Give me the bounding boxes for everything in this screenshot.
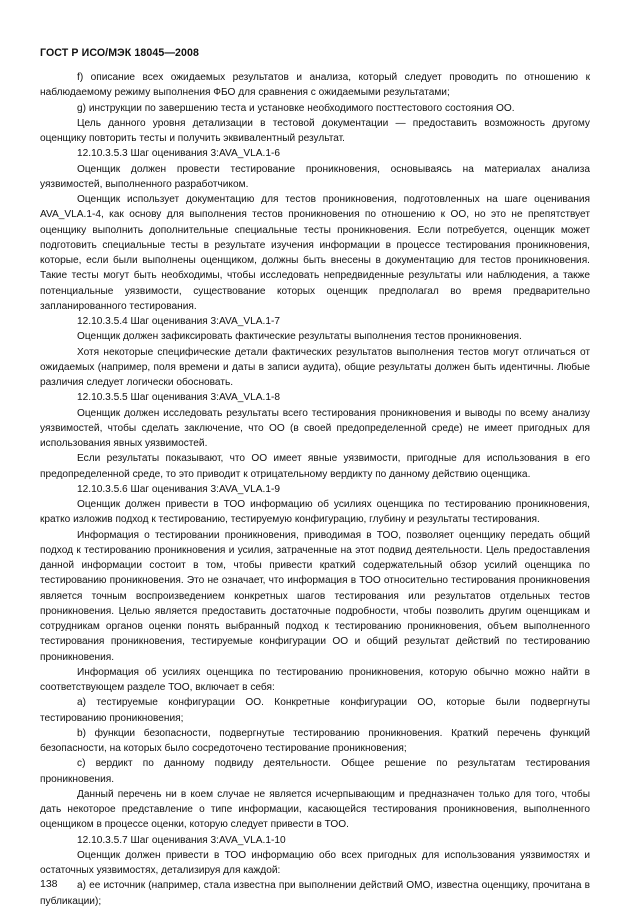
- section-heading-12-10-3-5-6: 12.10.3.5.6 Шаг оценивания 3:AVA_VLA.1-9: [77, 483, 280, 495]
- paragraph: Оценщик должен зафиксировать фактические результаты выполнения тестов проникновения.: [77, 331, 522, 343]
- section-heading-12-10-3-5-7: 12.10.3.5.7 Шаг оценивания 3:AVA_VLA.1-10: [77, 834, 286, 846]
- paragraph: Хотя некоторые специфические детали фактических результатов выполнения тестов могут отличаться от ожидаемых (например, поля времени и даты в записи аудита), общие результаты должен быть идентичны. Любые различия следует логически обосновать.: [40, 346, 590, 388]
- paragraph: Оценщик должен исследовать результаты всего тестирования проникновения и выводы по всему анализу уязвимостей, чтобы сделать заключение, что ОО (в своей предопределенной среде) не имеет пригодных для использования явных уязвимостей.: [40, 407, 590, 449]
- paragraph: Оценщик должен привести в ТОО информацию обо всех пригодных для использования уязвимостях и остаточных уязвимостях, детализируя для каждой:: [40, 849, 590, 876]
- page-number: 138: [40, 878, 58, 890]
- paragraph: Оценщик должен провести тестирование проникновения, основываясь на материалах анализа уязвимостей, выполненного разработчиком.: [40, 163, 590, 190]
- paragraph: Информация о тестировании проникновения, приводимая в ТОО, позволяет оценщику передать общий подход к тестированию проникновения и усилия, затраченные на этот подвид деятельности. Цель предоставления данной информации состоит в том, чтобы привести краткий содержательный обзор усилий оценщика по тестированию проникновения. Это не означает, что информация в ТОО относительно тестирования проникновения является точным воспроизведением конкретных шагов тестирования или результатов отдельных тестов проникновения. Целью является предоставить достаточные подробности, чтобы позволить другим оценщикам и сотрудникам органов оценки понять выбранный подход к тестированию проникновения, объем выполненного тестирования проникновения, тестируемые конфигурации ОО и общий результат действий по тестированию проникновения.: [40, 529, 590, 663]
- paragraph: Оценщик использует документацию для тестов проникновения, подготовленных на шаге оценивания AVA_VLA.1-4, как основу для выполнения тестов проникновения по отношению к ОО, но это не препятствует оценщику выполнить дополнительные специальные тесты проникновения. Если потребуется, оценщик может подготовить специальные тесты в результате изучения информации в процессе тестирования проникновения, которые, если были выполнены оценщиком, должны быть внесены в документацию для тестов проникновения. Такие тесты могут быть необходимы, чтобы исследовать непредвиденные результаты или наблюдения, а также потенциальные уязвимости, существование которых оценщик предполагал во время предварительно запланированного тестирования.: [40, 194, 590, 312]
- paragraph: Данный перечень ни в коем случае не является исчерпывающим и предназначен только для того, чтобы дать некоторое представление о типе информации, касающейся тестирования проникновения, выполненного оценщиком в процессе оценки, которую следует привести в ТОО.: [40, 788, 590, 831]
- paragraph: Информация об усилиях оценщика по тестированию проникновения, которую обычно можно найти в соответствующем разделе ТОО, включает в себя:: [40, 666, 590, 693]
- list-item-c: c) вердикт по данному подвиду деятельности. Общее решение по результатам тестирования проникновения.: [40, 758, 590, 785]
- list-item-a: a) тестируемые конфигурации ОО. Конкретные конфигурации ОО, которые были подвергнуты тестированию проникновения;: [40, 697, 590, 724]
- section-heading-12-10-3-5-3: 12.10.3.5.3 Шаг оценивания 3:AVA_VLA.1-6: [77, 148, 280, 160]
- paragraph: Если результаты показывают, что ОО имеет явные уязвимости, пригодные для использования в его предопределенной среде, то это приводит к отрицательному вердикту по данному действию оценщика.: [40, 453, 590, 480]
- paragraph: Оценщик должен привести в ТОО информацию об усилиях оценщика по тестированию проникновения, кратко изложив подход к тестированию, тестируемую конфигурацию, глубину и результаты тестирования.: [40, 499, 590, 526]
- list-item-f: f) описание всех ожидаемых результатов и анализа, который следует проводить по отношению к наблюдаемому режиму выполнения ФБО для сравнения с ожидаемыми результатами;: [40, 72, 590, 99]
- section-heading-12-10-3-5-5: 12.10.3.5.5 Шаг оценивания 3:AVA_VLA.1-8: [77, 392, 280, 404]
- document-body: [40, 70, 590, 909]
- document-header: ГОСТ Р ИСО/МЭК 18045—2008: [40, 47, 199, 59]
- section-heading-12-10-3-5-4: 12.10.3.5.4 Шаг оценивания 3:AVA_VLA.1-7: [77, 316, 280, 327]
- list-item-g: g) инструкции по завершению теста и установке необходимого посттестового состояния ОО.: [77, 102, 515, 114]
- list-item-a-source: а) ее источник (например, стала известна при выполнении действий ОМО, известна оценщику, прочитана в публикации);: [40, 880, 590, 907]
- list-item-b: b) функции безопасности, подвергнутые тестированию проникновения. Краткий перечень функций безопасности, на которых было сосредоточено тестирование проникновения;: [40, 727, 590, 754]
- paragraph: Цель данного уровня детализации в тестовой документации — предоставить возможность другому оценщику повторить тесты и получить эквивалентный результат.: [40, 117, 590, 144]
